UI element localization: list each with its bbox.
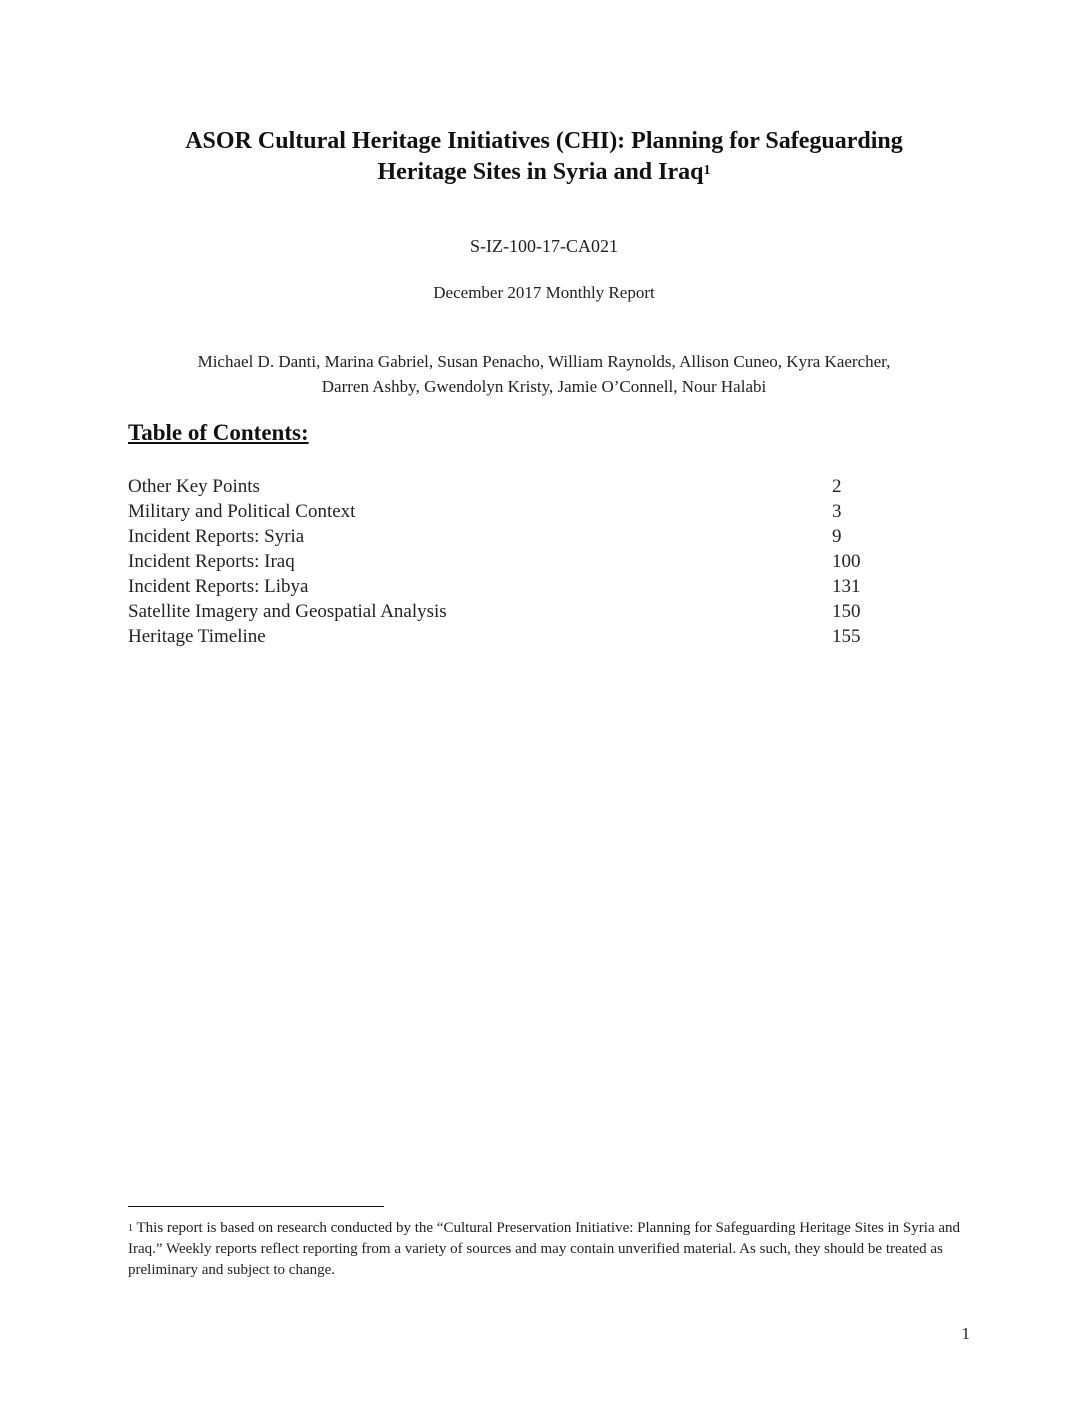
toc-entry-page: 150 <box>832 601 861 622</box>
toc-entry-page: 131 <box>832 576 861 597</box>
page-number: 1 <box>961 1324 970 1343</box>
toc-entry-page: 2 <box>832 476 842 497</box>
toc-entry-page: 100 <box>832 551 861 572</box>
toc-entry-page: 9 <box>832 526 842 547</box>
report-date: December 2017 Monthly Report <box>433 283 655 302</box>
footnote <box>128 1218 968 1281</box>
toc-entry-incident-reports-libya[interactable] <box>128 574 888 599</box>
author-list <box>120 349 968 399</box>
footnote-separator <box>128 1206 384 1207</box>
author-line-1: Michael D. Danti, Marina Gabriel, Susan Penacho, William Raynolds, Allison Cuneo, Kyra Kaercher, <box>197 352 891 371</box>
toc-entry-label: Incident Reports: Libya <box>128 576 309 597</box>
toc-entry-label: Satellite Imagery and Geospatial Analysis <box>128 601 447 622</box>
toc-entry-other-key-points[interactable] <box>128 474 888 499</box>
document-title <box>0 126 1088 188</box>
title-line-2 <box>0 157 1088 188</box>
toc-entry-page: 3 <box>832 501 842 522</box>
title-line-2-text: Heritage Sites in Syria and Iraq <box>377 159 704 185</box>
toc-entry-label: Incident Reports: Syria <box>128 526 305 547</box>
footnote-text: This report is based on research conducted by the “Cultural Preservation Initiative: Planning for Safeguarding Heritage Sites in Syria and Iraq.” Weekly reports reflect reporting from a variety of sources and may contain unverified material. As such, they should be treated as preliminary and subject to change. <box>128 1220 961 1278</box>
title-footnote-mark[interactable]: 1 <box>703 163 711 178</box>
toc-entry-incident-reports-iraq[interactable] <box>128 549 888 574</box>
footnote-mark: 1 <box>128 1223 133 1234</box>
toc-entry-heritage-timeline[interactable] <box>128 624 888 649</box>
toc-entry-label: Incident Reports: Iraq <box>128 551 295 572</box>
toc-entry-satellite-imagery[interactable] <box>128 599 888 624</box>
grant-number: S-IZ-100-17-CA021 <box>470 236 618 256</box>
title-line-1: ASOR Cultural Heritage Initiatives (CHI): Planning for Safeguarding <box>185 128 903 154</box>
toc-entry-incident-reports-syria[interactable] <box>128 524 888 549</box>
toc-entry-label: Heritage Timeline <box>128 626 266 647</box>
toc-entry-military-political-context[interactable] <box>128 499 888 524</box>
table-of-contents <box>128 474 888 649</box>
author-line-2: Darren Ashby, Gwendolyn Kristy, Jamie O’Connell, Nour Halabi <box>321 377 767 396</box>
toc-entry-label: Other Key Points <box>128 476 260 497</box>
toc-entry-label: Military and Political Context <box>128 501 356 522</box>
toc-heading: Table of Contents: <box>128 420 309 445</box>
toc-entry-page: 155 <box>832 626 861 647</box>
